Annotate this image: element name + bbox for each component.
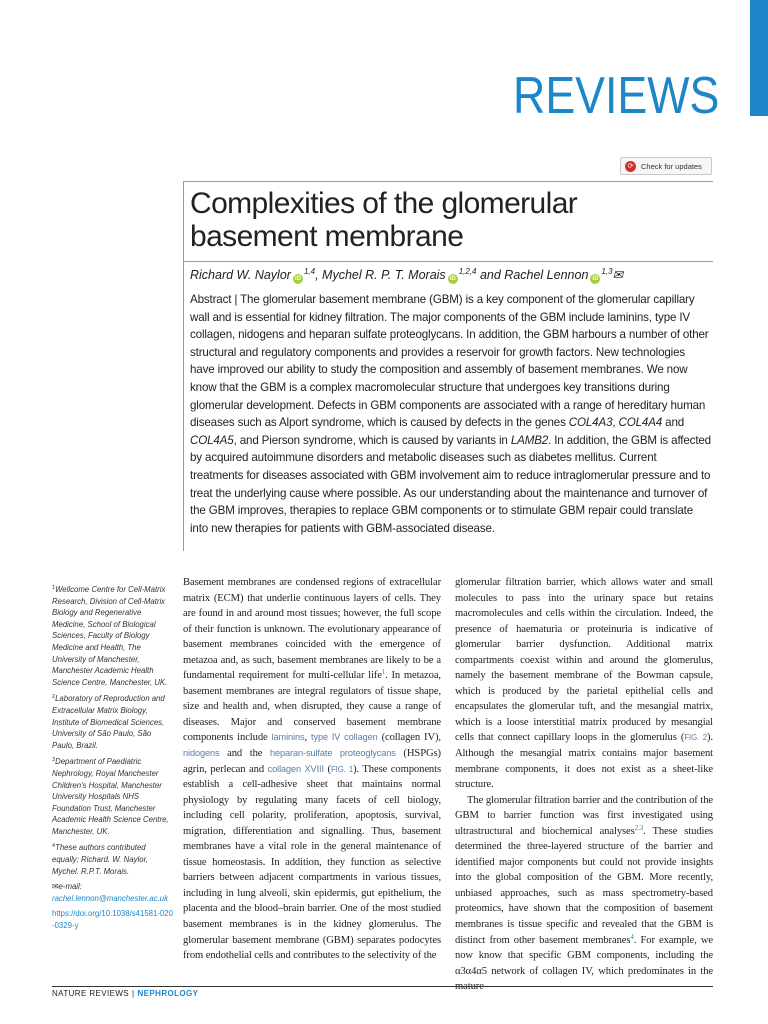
title-line-2: basement membrane	[190, 220, 464, 253]
orcid-icon[interactable]: iD	[449, 276, 456, 282]
author-separator: ,	[315, 268, 323, 282]
author-affiliation-marker: 1,4	[303, 267, 316, 276]
abstract-segment: ,	[612, 416, 619, 430]
gene-name: LAMB2	[510, 433, 549, 447]
orcid-icon[interactable]: iD	[592, 276, 599, 282]
abstract-text	[190, 291, 712, 537]
email-link[interactable]: rachel.lennon@manchester.ac.uk	[52, 893, 168, 903]
abstract-segment: , and Pierson syndrome, which is caused by variants in	[233, 433, 511, 447]
body-column-1	[183, 575, 441, 964]
affiliation-number: 1	[52, 585, 56, 591]
text-segment: glomerular filtration barrier, which allows water and small molecules to pass into the urinary space but retains macromolecules and cells within the circulation. Indeed, the presence of haematuria or proteinuria is indicative of glomerular barrier dysfunction. Additional matrix compartments coexist within and around the glomerulus, namely the basement membrane of the Bowman capsule, which is produced by the parietal epithelial cells and encapsulates the glomerular tuft, and the mesangial matrix, which is a loose interstitial matrix produced by mesangial cells that connect capillary loops in the glomerulus (	[455, 577, 713, 744]
affiliation-list	[52, 583, 174, 877]
figure-link[interactable]: FIG. 2	[684, 733, 708, 743]
body-paragraph	[183, 575, 441, 964]
text-segment: . In metazoa, basement membranes are integral regulators of tissue shape, size and health and, when disrupted, they cause a range of diseases. Major and conserved basement membrane components include	[183, 670, 441, 744]
text-segment: (	[323, 763, 331, 775]
author-list	[190, 265, 710, 285]
text-segment: and the	[219, 748, 271, 760]
section-heading: REVIEWS	[513, 67, 720, 125]
reference-link[interactable]: 4	[630, 932, 634, 941]
journal-section: NEPHROLOGY	[137, 989, 199, 998]
envelope-icon: ✉	[52, 882, 59, 892]
figure-link[interactable]: FIG. 1	[330, 764, 354, 774]
text-segment: ,	[304, 732, 312, 744]
footer-divider	[52, 986, 713, 987]
text-segment: (collagen IV),	[377, 732, 441, 744]
affiliation-text: Wellcome Centre for Cell-Matrix Research, Division of Cell-Matrix Biology and Regenerative Medicine, School of Biological Sciences, Faculty of Biology Medicine and Health, The University of Manchester, Manchester Academic Health Science Centre, Manchester, UK.	[52, 585, 168, 687]
affiliation-number: 4	[52, 843, 56, 850]
body-paragraph	[455, 575, 713, 793]
body-column-2	[455, 575, 713, 995]
author-name: Rachel Lennon	[504, 268, 589, 282]
text-segment: The glomerular filtration barrier and the contribution of the GBM to barrier function was first investigated using ultrastructural and biochemical analyses	[455, 794, 713, 837]
glossary-term[interactable]: collagen XVIII	[267, 763, 324, 774]
check-for-updates-label: Check for updates	[641, 161, 702, 171]
text-segment: . For example, we now know that specific GBM components, including the α3α4α5 network of collagen IV, which predominates in the	[455, 934, 713, 977]
affiliations	[52, 583, 174, 936]
refresh-icon: ⟳	[625, 161, 636, 172]
check-for-updates-button[interactable]	[620, 157, 712, 175]
glossary-term[interactable]: laminins	[271, 732, 305, 743]
gene-name: COL4A5	[190, 433, 234, 447]
title-divider	[183, 261, 713, 262]
author-name: Mychel R. P. T. Morais	[322, 268, 446, 282]
orcid-icon[interactable]: iD	[294, 276, 301, 282]
affiliation-item	[52, 755, 174, 837]
glossary-term[interactable]: type IV collagen	[311, 732, 378, 743]
text-segment: ). These components establish a cell-adhesive sheet that maintains normal physiology by regulating many facets of cell biology, including cell polarity, proliferation, apoptosis, survival, migration, differentiation and signalling. Thus, basement membranes have a vital role in the general maintenance of tissue homeostasis. In addition, they function as selective barriers between adjacent compartments in various tissues, including in lung alveoli, skin epidermis, gut epithelium, the placenta and the blood–brain barrier. One of the most studied basement membranes is in the kidney glomerulus. The glomerular basement membrane (GBM) separates podocytes from endothelial cells and contributes to the selectivity of the	[183, 763, 441, 962]
affiliation-text: Department of Paediatric Nephrology, Royal Manchester Children's Hospital, Manchester University Hospitals NHS Foundation Trust, Manchester Academic Health Science Centre, Manchester, UK.	[52, 757, 169, 836]
text-segment: Basement membranes are condensed regions of extracellular matrix (ECM) that underlie continuous layers of cells. They are found in and around most tissues; however, the full scope of their function is unknown. The evolutionary appearance of basement membranes coincided with the emergence of metazoa and, as such, basement membranes are likely to be a fundamental requirement for multi-cellular life	[183, 577, 441, 682]
affiliation-text: These authors contributed equally: Richard. W. Naylor, Mychel. R.P.T. Morais.	[52, 843, 148, 876]
author-affiliation-marker: 1,2,4	[458, 267, 477, 276]
gene-name: COL4A3	[568, 416, 613, 430]
reference-link[interactable]: 2,3	[634, 823, 644, 832]
affiliation-item	[52, 692, 174, 751]
author-separator: and	[476, 268, 505, 282]
abstract-segment: . In addition, the GBM is affected by acquired autoimmune disorders and metabolic diseases such as diabetes mellitus. Current treatments for diseases associated with GBM involvement aim to reduce intraglomerular pressure and to treat the underlying cause where possible. As our understanding about the maintenance and turnover of the GBM improves, therapies to replace GBM components or to stimulate GBM repair could translate into new therapies for patients with GBM-associated disease.	[190, 433, 711, 535]
glossary-term[interactable]: heparan-sulfate proteoglycans	[270, 748, 396, 759]
page-footer: NATURE REVIEWS | NEPHROLOGY	[52, 989, 199, 998]
text-segment: . These studies determined the three-layered structure of the barrier and identified major components but could not provide insights into the global composition of the GBM. More recently, unbiased approaches, such as mass spectrometry-based proteomics, have shown that the composition of basement membranes is tissue specific and revealed that the GBM is distinct from other basement membranes	[455, 825, 713, 946]
author-name: Richard W. Naylor	[190, 268, 291, 282]
affiliation-number: 3	[52, 757, 56, 764]
reference-link[interactable]: 1	[381, 668, 386, 677]
glossary-term[interactable]: nidogens	[183, 748, 220, 759]
journal-name: NATURE REVIEWS	[52, 989, 130, 998]
abstract-segment: and	[662, 416, 685, 430]
text-segment: (HSPGs) agrin, perlecan and	[183, 748, 441, 775]
affiliation-number: 2	[52, 694, 56, 701]
affiliation-item	[52, 841, 174, 877]
article-title	[190, 187, 710, 253]
gene-name: COL4A4	[618, 416, 663, 430]
abstract-segment: Abstract | The glomerular basement membrane (GBM) is a key component of the glomerular capillary wall and is essential for kidney filtration. The major components of the GBM include laminins, type IV collagen, nidogens and heparan sulfate proteoglycans. In addition, the GBM harbours a number of other structural and regulatory components and provides a reservoir for growth factors. New technologies have improved our ability to study the composition and assembly of basement membranes. We now know that the GBM is a complex macromolecular structure that undergoes key transitions during glomerular development. Defects in GBM components are associated with a range of hereditary human diseases such as Alport syndrome, which is caused by defects in the genes	[190, 293, 709, 430]
affiliation-item	[52, 583, 174, 688]
affiliation-text: Laboratory of Reproduction and Extracellular Matrix Biology, Institute of Biomedical Sciences, University of São Paulo, São Paulo, Brazil.	[52, 694, 165, 750]
envelope-icon: ✉	[612, 268, 624, 282]
body-paragraph	[455, 793, 713, 995]
text-segment: ). Although the mesangial matrix contains major basement membrane components, it does not exist as a sheet-like structure.	[455, 732, 714, 791]
author-affiliation-marker: 1,3	[601, 267, 613, 276]
section-color-tab	[750, 0, 768, 116]
doi-link[interactable]: https://doi.org/10.1038/s41581-020-0329-y	[52, 909, 173, 931]
title-line-1: Complexities of the glomerular	[190, 187, 578, 220]
email-line: ✉e-mail: rachel.lennon@manchester.ac.uk	[52, 882, 168, 903]
